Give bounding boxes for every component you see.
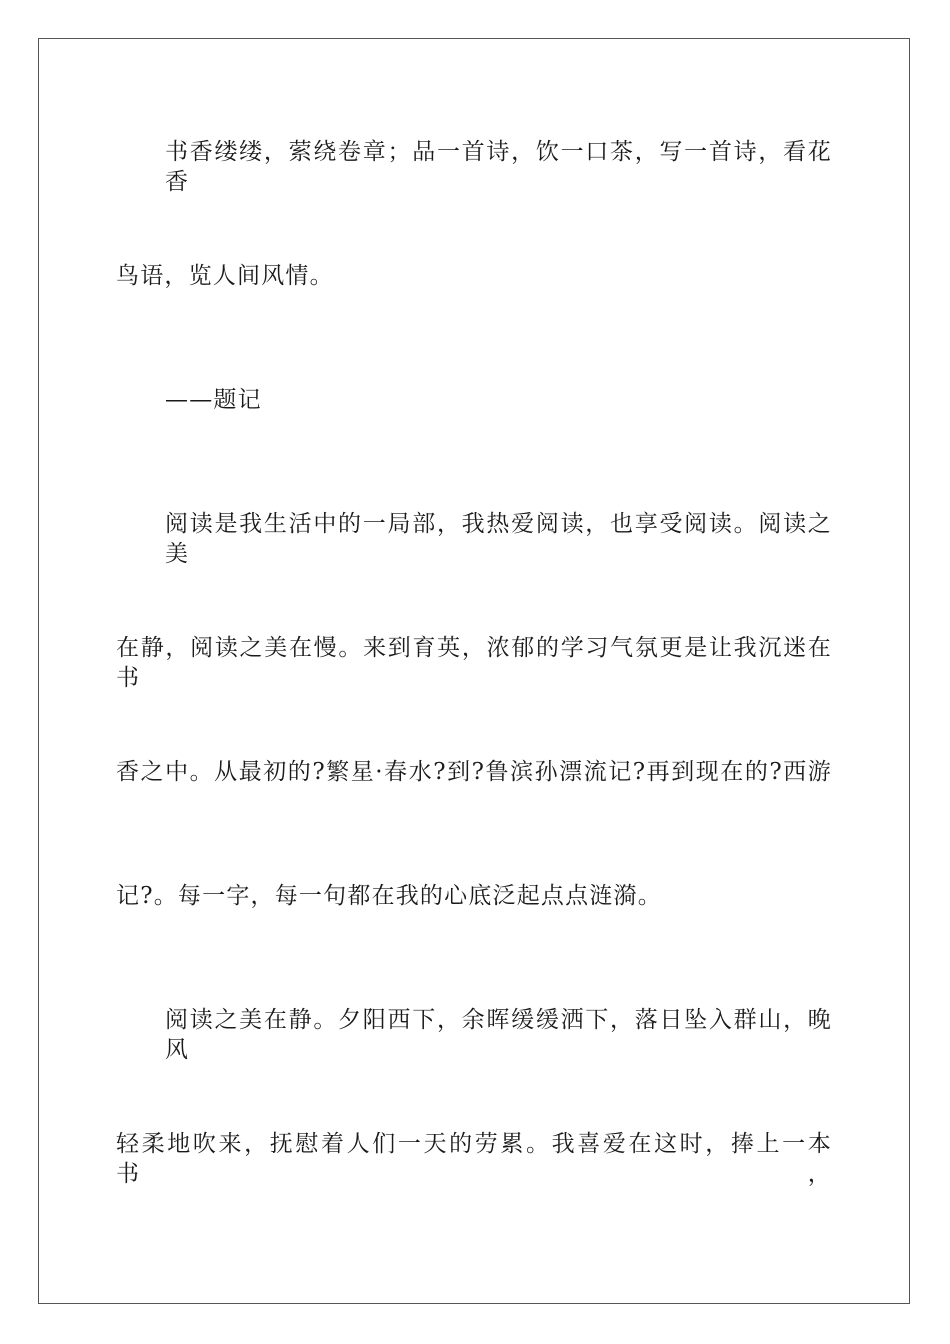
text-line-2: 鸟语，览人间风情。 xyxy=(116,263,334,289)
text-line-4: 阅读是我生活中的一局部，我热爱阅读，也享受阅读。阅读之美 xyxy=(165,511,832,567)
text-line-8: 阅读之美在静。夕阳西下，余晖缓缓洒下，落日坠入群山，晚风 xyxy=(165,1007,832,1063)
text-line-5: 在静，阅读之美在慢。来到育英，浓郁的学习气氛更是让我沉迷在书 xyxy=(116,635,832,691)
text-line-9: 轻柔地吹来，抚慰着人们一天的劳累。我喜爱在这时，捧上一本书， xyxy=(116,1131,832,1187)
epigraph-attribution: ——题记 xyxy=(165,387,262,413)
text-line-7: 记?。每一字，每一句都在我的心底泛起点点涟漪。 xyxy=(116,883,662,909)
text-line-1: 书香缕缕，萦绕卷章；品一首诗，饮一口茶，写一首诗，看花香 xyxy=(165,139,832,195)
text-line-6: 香之中。从最初的?繁星·春水?到?鲁滨孙漂流记?再到现在的?西游 xyxy=(116,759,832,785)
